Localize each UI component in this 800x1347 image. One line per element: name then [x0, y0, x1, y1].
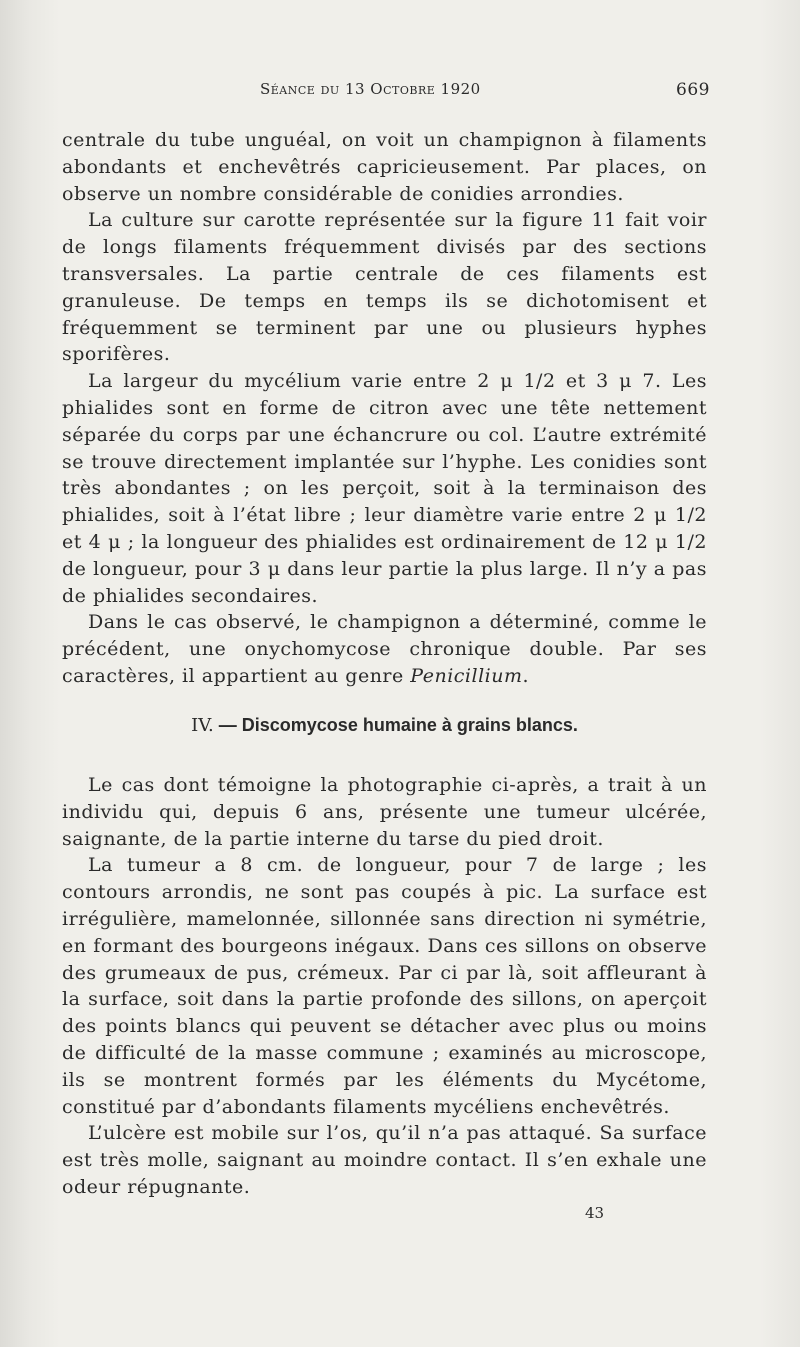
section-2-text — [62, 772, 707, 1201]
paragraph: L’ulcère est mobile sur l’os, qu’il n’a pas attaqué. Sa surface est très molle, saignant au moindre contact. Il s’en exhale une odeur répugnante. — [62, 1122, 707, 1198]
section-heading — [62, 715, 707, 736]
paragraph: La largeur du mycélium varie entre 2 μ 1/2 et 3 μ 7. Les phialides sont en forme de citron avec une tête nettement séparée du corps par une échancrure ou col. L’autre extrémité se trouve directement implantée sur l’hyphe. Les conidies sont très abondantes ; on les perçoit, soit à la terminaison des phialides, soit à l’état libre ; leur diamètre varie entre 2 μ 1/2 et 4 μ ; la longueur des phialides est ordinairement de 12 μ 1/2 de longueur, pour 3 μ dans leur partie la plus large. Il n’y a pas de phialides secondaires. — [62, 370, 707, 607]
paragraph: La culture sur carotte représentée sur la figure 11 fait voir de longs filaments fréquemment divisés par des sections transversales. La partie centrale de ces filaments est granuleuse. De temps en temps ils se dichotomisent et fréquemment se terminent par une ou plusieurs hyphes sporifères. — [62, 209, 707, 366]
paragraph: Le cas dont témoigne la photographie ci-après, a trait à un individu qui, depuis 6 ans, présente une tumeur ulcérée, saignante, de la partie interne du tarse du pied droit. — [62, 774, 707, 850]
section-numeral: IV. — [191, 715, 214, 736]
signature-mark: 43 — [585, 1204, 605, 1222]
paragraph-text: Dans le cas observé, le champignon a déterminé, comme le précédent, une onychomycose chronique double. Par ses caractères, il appartient au genre — [62, 611, 707, 687]
paragraph-end: . — [522, 664, 530, 687]
paragraph: centrale du tube unguéal, on voit un champignon à filaments abondants et enchevêtrés capricieusement. Par places, on observe un nombre considérable de conidies arrondies. — [62, 129, 707, 205]
paragraph: La tumeur a 8 cm. de longueur, pour 7 de large ; les contours arrondis, ne sont pas coupés à pic. La surface est irrégulière, mamelonnée, sillonnée sans direction ni symétrie, en formant des bourgeons inégaux. Dans ces sillons on observe des grumeaux de pus, crémeux. Par ci par là, soit affleurant à la surface, soit dans la partie profonde des sillons, on aperçoit des points blancs qui peuvent se détacher avec plus ou moins de difficulté de la masse commune ; examinés au microscope, ils se montrent formés par les éléments du Mycétome, constitué par d’abondants filaments mycéliens enchevêtrés. — [62, 854, 707, 1118]
page-header — [60, 80, 710, 110]
section-title: — Discomycose humaine à grains blancs. — [213, 715, 578, 735]
paragraph — [62, 609, 707, 689]
page-number: 669 — [676, 80, 710, 100]
running-title: Séance du 13 Octobre 1920 — [260, 80, 481, 98]
section-1-text — [62, 127, 707, 690]
genus-name: Penicillium — [410, 664, 523, 687]
